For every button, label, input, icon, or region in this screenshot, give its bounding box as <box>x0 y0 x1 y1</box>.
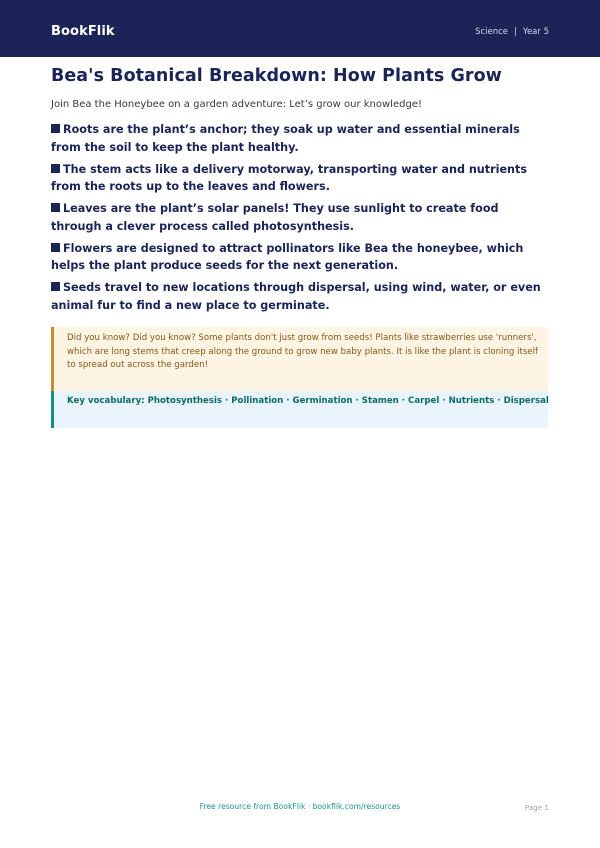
list-item <box>51 200 551 235</box>
list-item <box>51 240 551 275</box>
bullet-text: Leaves are the plant’s solar panels! They use sunlight to create food through a clever process called photosynthesis. <box>51 202 499 233</box>
bullet-square-icon <box>51 282 60 291</box>
intro-text: Join Bea the Honeybee on a garden adventure: Let’s grow our knowledge! <box>51 99 422 110</box>
bullet-square-icon <box>51 124 60 133</box>
header-meta <box>475 27 549 37</box>
bullet-text: Roots are the plant’s anchor; they soak up water and essential minerals from the soil to keep the plant healthy. <box>51 123 520 154</box>
did-you-know-callout <box>51 327 548 391</box>
list-item <box>51 121 551 156</box>
bullet-square-icon <box>51 203 60 212</box>
key-vocabulary-box <box>51 391 548 428</box>
footer-resource-link[interactable]: Free resource from BookFlik · bookflik.com/resources <box>199 802 401 811</box>
year-label: Year 5 <box>522 27 549 37</box>
callout-text: Did you know? Did you know? Some plants don't just grow from seeds! Plants like strawberries use 'runners', which are long stems that creep along the ground to grow new baby plants. It is like the plant is cloning itself to spread out across the garden! <box>67 333 539 371</box>
bullet-square-icon <box>51 164 60 173</box>
meta-separator: | <box>514 27 517 37</box>
page-number: Page 1 <box>524 803 549 812</box>
header-bar <box>0 0 600 57</box>
bullet-text: Flowers are designed to attract pollinators like Bea the honeybee, which helps the plant produce seeds for the next generation. <box>51 241 524 272</box>
bullet-text: Seeds travel to new locations through dispersal, using wind, water, or even animal fur to find a new place to germinate. <box>51 281 541 312</box>
bullet-square-icon <box>51 243 60 252</box>
vocabulary-text: Key vocabulary: Photosynthesis · Pollination · Germination · Stamen · Carpel · Nutrients · Dispersal <box>67 396 549 406</box>
key-facts-list <box>51 121 551 319</box>
list-item <box>51 279 551 314</box>
bullet-text: The stem acts like a delivery motorway, transporting water and nutrients from the roots up to the leaves and flowers. <box>51 162 528 193</box>
brand-logo-text: BookFlik <box>51 24 115 39</box>
list-item <box>51 161 551 196</box>
subject-label: Science <box>475 27 509 37</box>
page-title: Bea's Botanical Breakdown: How Plants Grow <box>51 66 502 86</box>
